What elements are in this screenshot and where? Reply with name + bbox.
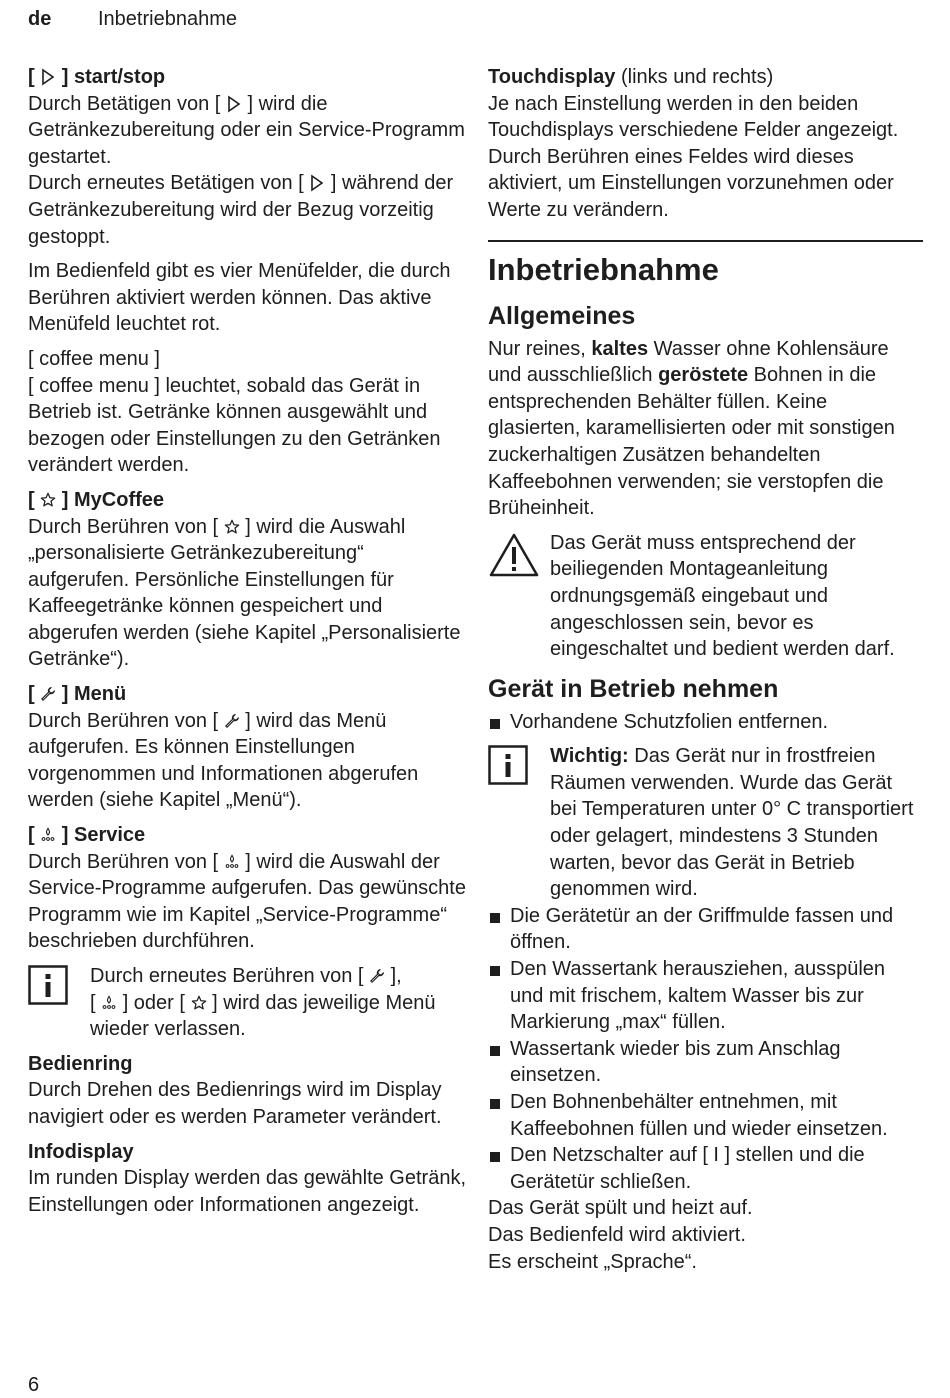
text: Wassertank wieder bis zum Anschlag einsetzen.	[510, 1037, 841, 1087]
text: Durch Berühren von [	[28, 709, 219, 732]
text: ] wird das jeweilige Menü wieder verlassen.	[90, 991, 436, 1041]
bedienring-section	[28, 1051, 468, 1131]
text: Den Bohnenbehälter entnehmen, mit Kaffeebohnen füllen und wieder einsetzen.	[510, 1091, 888, 1140]
list-item	[488, 903, 923, 956]
bullet-square-icon	[490, 719, 500, 729]
list-item	[488, 1036, 923, 1089]
text: Das Gerät nur in frostfreien Räumen verwenden. Wurde das Gerät bei Temperaturen unter 0° C transportiert oder gelagert, mindestens 3 Stunden warten, bevor das Gerät in Betrieb genommen wird.	[550, 745, 914, 901]
text: Nur reines,	[488, 337, 592, 360]
language-code: de	[28, 8, 52, 30]
bullet-list-2	[488, 903, 923, 1196]
list-item	[488, 1089, 923, 1142]
service-icon	[101, 994, 117, 1012]
info-icon	[488, 743, 550, 903]
after-text-1: Das Gerät spült und heizt auf.	[488, 1197, 753, 1220]
chapter-title: Inbetriebnahme	[488, 251, 719, 287]
text: ],	[390, 965, 402, 987]
text: Wasser ohne Kohlensäure und ausschließlich	[488, 337, 889, 387]
mycoffee-heading: [ ] MyCoffee	[28, 488, 165, 511]
text: [	[90, 991, 96, 1014]
star-icon	[224, 518, 240, 536]
touchdisplay-heading	[488, 64, 923, 91]
bedienring-heading: Bedienring	[28, 1052, 133, 1075]
menu-heading: [ ] Menü	[28, 683, 127, 706]
after-text-3: Es erscheint „Sprache“.	[488, 1250, 697, 1273]
bedienring-text: Durch Drehen des Bedienrings wird im Display navigiert oder es werden Parameter verändert.	[28, 1079, 442, 1128]
touchdisplay-section	[488, 64, 923, 224]
coffee-menu-section	[28, 346, 468, 479]
start-stop-section	[28, 64, 468, 338]
text: ] oder [	[122, 991, 185, 1014]
infodisplay-section	[28, 1139, 468, 1219]
touchdisplay-title-suffix: (links und rechts)	[615, 66, 774, 88]
text: Den Wassertank herausziehen, ausspülen und mit frischem, kaltem Wasser bis zur Markierung „max“ füllen.	[510, 958, 886, 1034]
mycoffee-section	[28, 487, 468, 673]
wrench-icon	[369, 967, 385, 985]
start-stop-text-1	[28, 91, 468, 171]
play-icon	[309, 174, 325, 192]
bullet-square-icon	[490, 1152, 500, 1162]
coffee-menu-text: [ coffee menu ] leuchtet, sobald das Gerät in Betrieb ist. Getränke können ausgewählt und bezogen oder Einstellungen zu den Getränken verändert werden.	[28, 374, 441, 477]
left-column	[28, 64, 468, 1218]
menu-text	[28, 708, 468, 814]
text: Den Netzschalter auf [ I ] stellen und die Gerätetür schließen.	[510, 1144, 865, 1193]
warning-icon	[488, 530, 550, 663]
start-stop-title: start/stop	[74, 66, 166, 88]
service-section	[28, 822, 468, 955]
right-column	[488, 64, 923, 1275]
section-divider	[488, 240, 923, 242]
warning-note	[488, 530, 923, 663]
allgemeines-heading: Allgemeines	[488, 301, 636, 330]
star-icon	[191, 994, 207, 1012]
coffee-menu-heading: [ coffee menu ]	[28, 347, 160, 370]
service-title: Service	[74, 824, 146, 847]
bullet-list-1	[488, 709, 923, 736]
infodisplay-text: Im runden Display werden das gewählte Getränk, Einstellungen oder Informationen angezeigt.	[28, 1167, 467, 1216]
after-text-2: Das Bedienfeld wird aktiviert.	[488, 1223, 746, 1246]
important-note-text	[550, 743, 923, 903]
menu-section	[28, 681, 468, 814]
text-bold: kaltes	[591, 337, 649, 360]
text: Durch erneutes Betätigen von [	[28, 172, 304, 195]
text: ] wird die Auswahl der Service-Programme aufgerufen. Das gewünschte Programm wie im Kapitel „Service-Programme“ beschrieben durchführen.	[28, 850, 466, 953]
text: Durch Berühren von [	[28, 515, 219, 538]
info-note-text	[90, 963, 468, 1043]
touchdisplay-title: Touchdisplay	[488, 66, 616, 88]
start-stop-heading: [ ] start/stop	[28, 66, 166, 88]
text: Durch erneutes Berühren von [	[90, 965, 364, 987]
start-stop-text-3: Im Bedienfeld gibt es vier Menüfelder, die durch Berühren aktiviert werden können. Das aktive Menüfeld leuchtet rot.	[28, 260, 451, 336]
bullet-square-icon	[490, 1099, 500, 1109]
bullet-square-icon	[490, 913, 500, 923]
info-icon	[28, 963, 90, 1043]
mycoffee-title: MyCoffee	[74, 488, 165, 511]
infodisplay-heading: Infodisplay	[28, 1140, 134, 1163]
page-header	[28, 6, 237, 32]
service-heading: [ ] Service	[28, 824, 146, 847]
info-note	[28, 963, 468, 1043]
menu-title: Menü	[74, 683, 127, 706]
play-icon	[226, 95, 242, 113]
wrench-icon	[40, 685, 56, 703]
star-icon	[40, 491, 56, 509]
text: Die Gerätetür an der Griffmulde fassen und öffnen.	[510, 904, 894, 954]
text: ] wird die Getränkezubereitung oder ein Service-Programm gestartet.	[28, 92, 465, 168]
mycoffee-text	[28, 514, 468, 674]
text: Vorhandene Schutzfolien entfernen.	[510, 710, 829, 733]
warning-text: Das Gerät muss entsprechend der beiliegenden Montageanleitung ordnungsgemäß eingebaut und angeschlossen sein, bevor es eingeschaltet und bedient werden darf.	[550, 531, 895, 661]
bullet-square-icon	[490, 966, 500, 976]
text: ] während der Getränkezubereitung wird der Bezug vorzeitig gestoppt.	[28, 172, 454, 248]
service-icon	[40, 826, 56, 844]
wrench-icon	[224, 712, 240, 730]
page-number: 6	[28, 1374, 40, 1396]
touchdisplay-text: Je nach Einstellung werden in den beiden Touchdisplays verschiedene Felder angezeigt. Durch Berühren eines Feldes wird dieses aktiviert, um Einstellungen vorzunehmen oder Werte zu verändern.	[488, 92, 899, 221]
service-icon	[224, 853, 240, 871]
text: ] wird die Auswahl „personalisierte Getränkezubereitung“ aufgerufen. Persönliche Einstellungen für Kaffeegetränke können gespeichert und abgerufen werden (siehe Kapitel „Personalisierte Getränke“).	[28, 515, 461, 671]
bullet-square-icon	[490, 1046, 500, 1056]
service-text	[28, 849, 468, 955]
play-icon	[40, 68, 56, 86]
text: Durch Betätigen von [	[28, 92, 221, 115]
text: Bohnen in die entsprechenden Behälter füllen. Keine glasierten, karamellisierten oder mit sonstigen zuckerhaltigen Zusätzen behandelten Kaffeebohnen verwenden; sie verstopfen die Brüheinheit.	[488, 364, 895, 520]
geraet-heading: Gerät in Betrieb nehmen	[488, 674, 779, 703]
text-bold: Wichtig:	[550, 745, 629, 768]
text-bold: geröstete	[658, 364, 749, 387]
text: Durch Berühren von [	[28, 850, 219, 873]
section-title: Inbetriebnahme	[98, 8, 237, 30]
text: ] wird das Menü aufgerufen. Es können Einstellungen vorgenommen und Informationen abgerufen werden (siehe Kapitel „Menü“).	[28, 709, 419, 812]
list-item	[488, 709, 923, 736]
allgemeines-text	[488, 336, 923, 522]
list-item	[488, 956, 923, 1036]
important-note	[488, 743, 923, 903]
list-item	[488, 1142, 923, 1195]
start-stop-text-2	[28, 170, 468, 250]
